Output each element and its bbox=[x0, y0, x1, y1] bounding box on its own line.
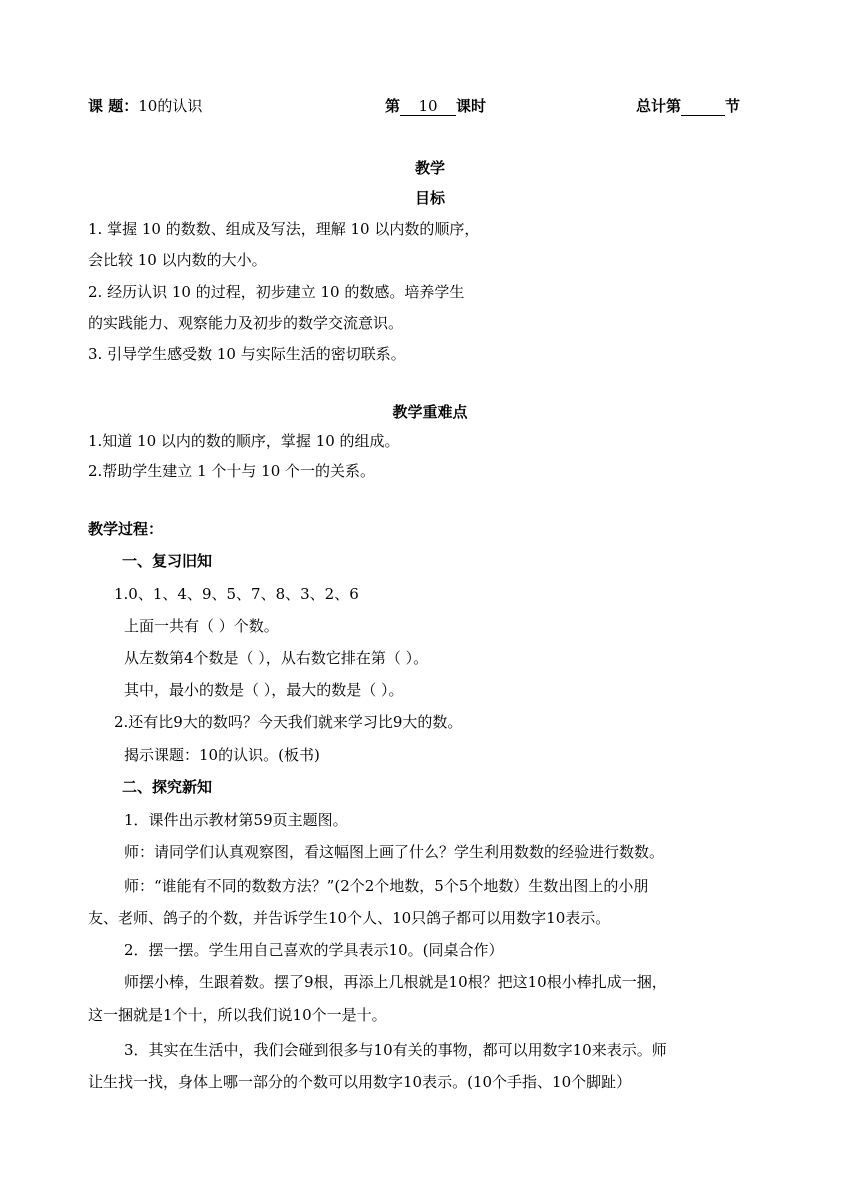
lesson-number: 10 bbox=[400, 98, 456, 116]
s2-line: 师：请同学们认真观察图，看这幅图上画了什么？学生利用数数的经验进行数数。 bbox=[124, 843, 665, 861]
goal-line: 的实践能力、观察能力及初步的数学交流意识。 bbox=[88, 314, 404, 332]
key-point-line: 1.知道 10 以内的数的顺序，掌握 10 的组成。 bbox=[88, 432, 400, 450]
total-value bbox=[681, 98, 725, 116]
s2-line: 2．摆一摆。学生用自己喜欢的学具表示10。(同桌合作） bbox=[124, 941, 504, 959]
s1-line: 1.0、1、4、9、5、7、8、3、2、6 bbox=[114, 585, 359, 603]
total-row bbox=[636, 96, 740, 116]
topic-row bbox=[88, 96, 202, 116]
process-heading: 教学过程： bbox=[88, 520, 164, 538]
goals-heading-line2: 目标 bbox=[414, 189, 445, 207]
goals-heading-line1: 教学 bbox=[414, 159, 445, 177]
s2-line: 友、老师、鸽子的个数，并告诉学生10个人、10只鸽子都可以用数字10表示。 bbox=[88, 909, 611, 927]
s1-line: 2.还有比9大的数吗？今天我们就来学习比9大的数。 bbox=[114, 713, 463, 731]
s2-line: 1．课件出示教材第59页主题图。 bbox=[124, 811, 348, 829]
total-prefix: 总计第 bbox=[636, 97, 682, 115]
s2-line: 让生找一找，身体上哪一部分的个数可以用数字10表示。(10个手指、10个脚趾） bbox=[88, 1073, 632, 1091]
lesson-suffix: 课时 bbox=[456, 97, 487, 115]
goal-line: 3. 引导学生感受数 10 与实际生活的密切联系。 bbox=[88, 345, 406, 363]
goal-line: 2. 经历认识 10 的过程，初步建立 10 的数感。培养学生 bbox=[88, 283, 465, 301]
s2-line: 师：“谁能有不同的数数方法？”(2个2个地数，5个5个地数）生数出图上的小朋 bbox=[124, 877, 649, 895]
lesson-number-row bbox=[385, 96, 486, 116]
total-suffix: 节 bbox=[725, 97, 741, 115]
topic-value: 10的认识 bbox=[138, 97, 203, 115]
goal-line: 会比较 10 以内数的大小。 bbox=[88, 251, 267, 269]
s2-line: 师摆小棒，生跟着数。摆了9根，再添上几根就是10根？把这10根小棒扎成一捆， bbox=[124, 973, 667, 991]
section1-title: 一、复习旧知 bbox=[122, 552, 213, 570]
s1-line: 上面一共有（ ）个数。 bbox=[124, 617, 279, 635]
s2-line: 这一捆就是1个十，所以我们说10个一是十。 bbox=[88, 1006, 387, 1024]
lesson-prefix: 第 bbox=[385, 97, 401, 115]
s1-line: 其中，最小的数是（ ），最大的数是（ ）。 bbox=[124, 681, 404, 699]
key-points-heading: 教学重难点 bbox=[392, 403, 468, 421]
s2-line: 3．其实在生活中，我们会碰到很多与10有关的事物，都可以用数字10来表示。师 bbox=[124, 1041, 667, 1059]
goal-line: 1. 掌握 10 的数数、组成及写法，理解 10 以内数的顺序， bbox=[88, 220, 480, 238]
section2-title: 二、探究新知 bbox=[122, 778, 213, 796]
key-point-line: 2.帮助学生建立 1 个十与 10 个一的关系。 bbox=[88, 462, 376, 480]
topic-label: 课 题： bbox=[88, 97, 139, 115]
s1-line: 从左数第4个数是（ ），从右数它排在第（ ）。 bbox=[124, 649, 429, 667]
s1-line: 揭示课题：10的认识。(板书) bbox=[124, 746, 320, 764]
